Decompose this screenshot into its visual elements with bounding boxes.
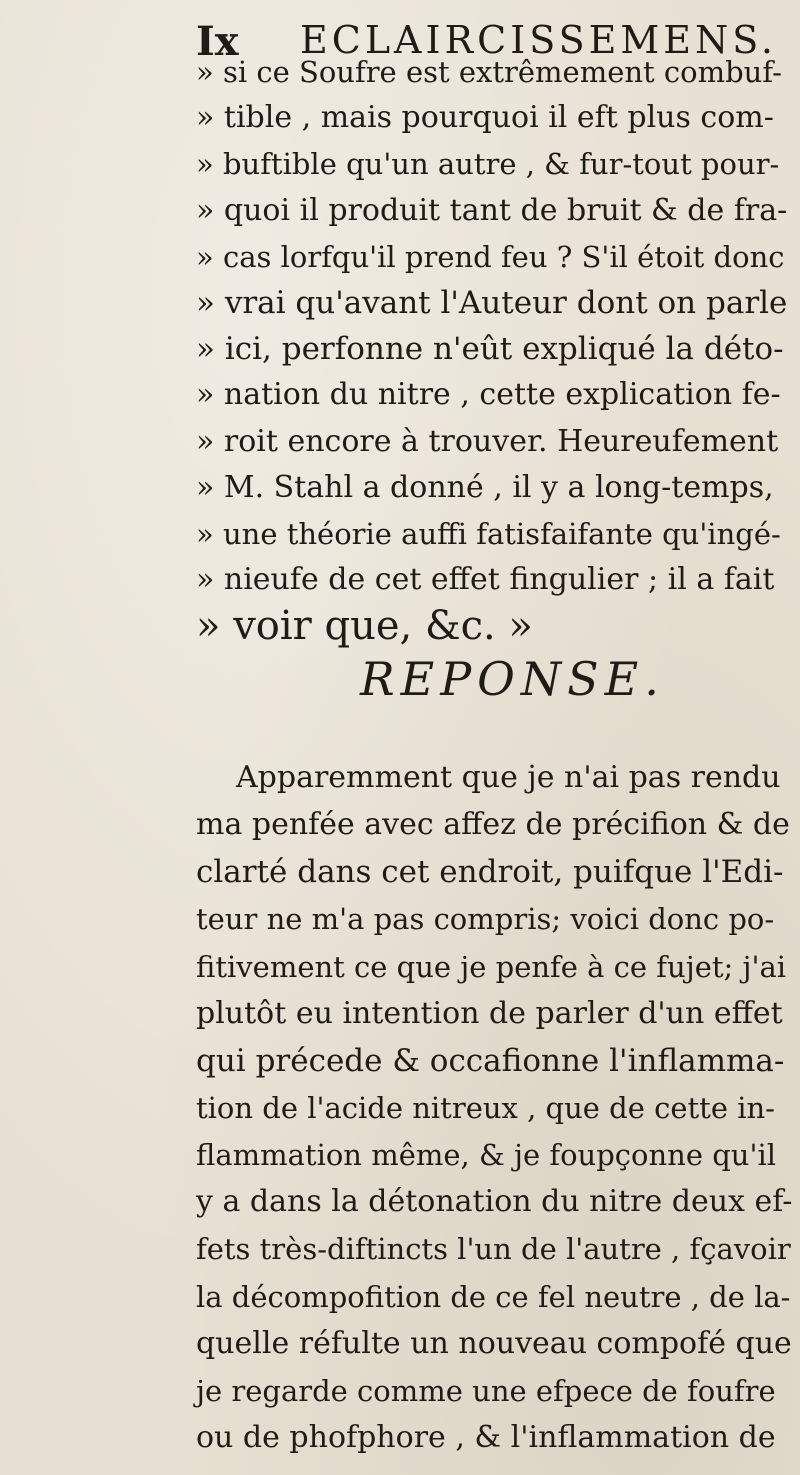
text-line: clarté dans cet endroit, puifque l'Edi- [196,854,784,891]
text-line: » ici, perfonne n'eût expliqué la déto- [196,331,784,368]
text-line: je regarde comme une efpece de foufre [196,1373,776,1408]
text-line: la décompofition de ce fel neutre , de la- [196,1279,791,1314]
text-line: » nation du nitre , cette explication fe- [196,377,781,413]
text-line: » M. Stahl a donné , il y a long-temps, [196,469,774,505]
text-line: » buftible qu'un autre , & fur-tout pour- [196,147,780,182]
text-line: » une théorie auffi fatisfaifante qu'ingé- [196,517,781,551]
text-line: » roit encore à trouver. Heureufement [196,423,779,459]
text-line: flammation même, & je foupçonne qu'il [196,1138,776,1173]
text-line: qui précede & occafionne l'inflamma- [196,1042,785,1079]
text-line: Apparemment que je n'ai pas rendu [236,760,781,795]
text-line: ou de phofphore , & l'inflammation de [196,1420,776,1455]
text-line: plutôt eu intention de parler d'un effet [196,995,783,1031]
text-line: » cas lorfqu'il prend feu ? S'il étoit donc [196,239,785,274]
running-title: ECLAIRCISSEMENS. [300,18,777,62]
text-line: tion de l'acide nitreux , que de cette in- [196,1091,775,1125]
text-line: y a dans la détonation du nitre deux ef- [196,1184,793,1220]
text-line: » tible , mais pourquoi il eft plus com- [196,100,774,136]
section-heading: REPONSE. [360,652,665,706]
text-line: fitivement ce que je penfe à ce fujet; j'ai [196,949,787,984]
page-folio: Ix [196,18,239,65]
text-line: » quoi il produit tant de bruit & de fra- [196,192,788,228]
text-line: » si ce Soufre est extrêmement combuf- [196,55,782,89]
text-line: ma penfée avec affez de précifion & de [196,807,790,843]
text-line: teur ne m'a pas compris; voici donc po- [196,902,775,937]
text-line: fets très-diftincts l'un de l'autre , fçavoir [196,1232,791,1267]
text-line: » vrai qu'avant l'Auteur dont on parle [196,285,788,321]
text-line: quelle réfulte un nouveau compofé que [196,1325,792,1361]
text-line: » nieufe de cet effet fingulier ; il a fait [196,562,775,598]
text-line: » voir que, &c. » [196,603,533,650]
